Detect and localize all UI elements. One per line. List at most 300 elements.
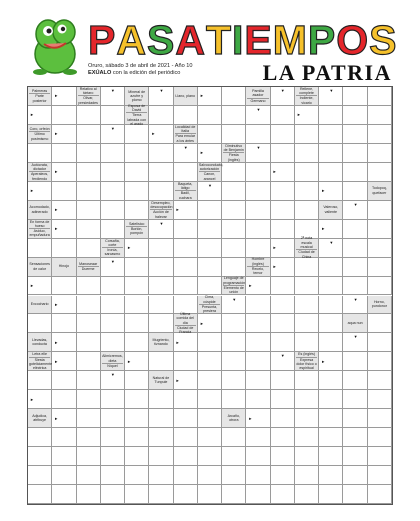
clue-text: Es (inglés): [298, 352, 316, 357]
answer-cell[interactable]: [222, 201, 246, 220]
answer-cell[interactable]: [319, 296, 343, 315]
answer-cell[interactable]: [125, 296, 149, 315]
answer-cell[interactable]: [368, 409, 392, 428]
answer-cell[interactable]: [295, 485, 319, 504]
answer-cell[interactable]: [101, 390, 125, 409]
answer-cell[interactable]: [319, 106, 343, 125]
answer-cell[interactable]: [174, 352, 198, 371]
answer-cell[interactable]: [174, 258, 198, 277]
answer-cell[interactable]: [295, 144, 319, 163]
answer-cell[interactable]: [246, 485, 270, 504]
answer-cell[interactable]: [319, 409, 343, 428]
answer-cell[interactable]: [246, 390, 270, 409]
answer-cell[interactable]: [271, 314, 295, 333]
answer-cell[interactable]: [343, 220, 367, 239]
answer-cell[interactable]: [28, 428, 52, 447]
answer-cell[interactable]: [52, 277, 76, 296]
answer-cell[interactable]: [319, 371, 343, 390]
answer-cell[interactable]: [198, 277, 222, 296]
answer-cell[interactable]: [77, 466, 101, 485]
answer-cell[interactable]: [222, 390, 246, 409]
answer-cell[interactable]: [198, 106, 222, 125]
answer-cell[interactable]: [295, 390, 319, 409]
answer-cell[interactable]: [368, 163, 392, 182]
arrow-right-icon: ►: [54, 207, 59, 213]
answer-cell[interactable]: [271, 182, 295, 201]
answer-cell[interactable]: [125, 409, 149, 428]
answer-cell[interactable]: [101, 220, 125, 239]
arrow-right-icon: ►: [296, 112, 301, 118]
answer-cell[interactable]: [174, 163, 198, 182]
answer-cell[interactable]: [149, 239, 173, 258]
answer-cell[interactable]: [271, 144, 295, 163]
answer-cell[interactable]: [28, 144, 52, 163]
answer-cell[interactable]: [271, 333, 295, 352]
answer-cell[interactable]: [125, 333, 149, 352]
answer-cell[interactable]: [198, 447, 222, 466]
clue-text: Letra elle: [32, 352, 48, 357]
arrow-right-icon: ►: [30, 396, 34, 402]
answer-cell[interactable]: [77, 125, 101, 144]
answer-cell[interactable]: [271, 125, 295, 144]
answer-cell[interactable]: [77, 239, 101, 258]
clue-cell: [28, 409, 52, 428]
answer-cell[interactable]: [295, 314, 319, 333]
arrow-down-icon: ▼: [280, 353, 285, 359]
answer-cell[interactable]: [246, 163, 270, 182]
answer-cell[interactable]: [149, 144, 173, 163]
answer-cell[interactable]: [295, 163, 319, 182]
puzzle-header: [0, 0, 420, 86]
answer-cell[interactable]: [295, 201, 319, 220]
answer-cell[interactable]: [77, 390, 101, 409]
answer-cell[interactable]: [343, 352, 367, 371]
answer-cell[interactable]: [271, 428, 295, 447]
answer-cell[interactable]: [77, 220, 101, 239]
answer-cell[interactable]: [368, 428, 392, 447]
answer-cell[interactable]: [319, 258, 343, 277]
clue-text: Arcaño, otrora: [227, 413, 240, 423]
answer-cell[interactable]: [77, 428, 101, 447]
promo-text: [88, 70, 193, 77]
answer-cell[interactable]: [52, 390, 76, 409]
answer-cell[interactable]: [149, 466, 173, 485]
clue-text: Recelo, temor: [247, 266, 268, 276]
answer-cell[interactable]: [52, 144, 76, 163]
answer-cell[interactable]: [52, 314, 76, 333]
answer-cell[interactable]: [28, 239, 52, 258]
answer-cell[interactable]: [271, 220, 295, 239]
arrow-right-icon: ►: [54, 358, 59, 364]
date-text: Oruro, sábado 3 de abril de 2021 - Año 10: [88, 63, 193, 69]
answer-cell[interactable]: [246, 125, 270, 144]
clue-cell: [149, 333, 173, 352]
arrow-right-icon: ►: [54, 131, 59, 137]
clue-cell: [28, 296, 52, 315]
answer-cell[interactable]: [125, 201, 149, 220]
answer-cell[interactable]: [101, 182, 125, 201]
answer-cell[interactable]: [343, 106, 367, 125]
answer-cell[interactable]: [368, 106, 392, 125]
answer-cell[interactable]: [101, 144, 125, 163]
answer-cell[interactable]: [28, 485, 52, 504]
answer-cell[interactable]: [101, 466, 125, 485]
answer-cell[interactable]: [198, 239, 222, 258]
answer-cell[interactable]: [198, 485, 222, 504]
answer-cell[interactable]: [101, 277, 125, 296]
answer-cell[interactable]: [295, 182, 319, 201]
title-letter: P: [307, 17, 337, 63]
arrow-right-icon: ►: [127, 358, 132, 364]
answer-cell[interactable]: [174, 239, 198, 258]
answer-cell[interactable]: [222, 333, 246, 352]
clue-text: Presunta, presiera: [199, 304, 220, 314]
answer-cell[interactable]: [343, 277, 367, 296]
answer-cell[interactable]: [319, 447, 343, 466]
answer-cell[interactable]: [198, 409, 222, 428]
answer-cell[interactable]: [77, 182, 101, 201]
clue-text: Mugriento, tiznando: [152, 338, 170, 347]
answer-cell[interactable]: [319, 125, 343, 144]
puzzle-title: [88, 18, 398, 62]
answer-cell[interactable]: [101, 447, 125, 466]
answer-cell[interactable]: [77, 296, 101, 315]
promo-rest: con la edición del periódico: [111, 70, 181, 76]
dinosaur-mascot-icon: [26, 14, 84, 76]
answer-cell[interactable]: [319, 163, 343, 182]
answer-cell[interactable]: [222, 239, 246, 258]
answer-cell[interactable]: [295, 258, 319, 277]
answer-cell[interactable]: [368, 144, 392, 163]
answer-cell[interactable]: [174, 220, 198, 239]
answer-cell[interactable]: [101, 106, 125, 125]
answer-cell[interactable]: [368, 390, 392, 409]
answer-cell[interactable]: [198, 220, 222, 239]
answer-cell[interactable]: [343, 371, 367, 390]
arrow-right-icon: ►: [175, 377, 180, 383]
arrow-right-icon: ►: [54, 93, 59, 99]
answer-cell[interactable]: [222, 163, 246, 182]
answer-cell[interactable]: [368, 87, 392, 106]
answer-cell[interactable]: [343, 258, 367, 277]
answer-cell[interactable]: [295, 371, 319, 390]
answer-cell[interactable]: [28, 447, 52, 466]
answer-cell[interactable]: [246, 333, 270, 352]
promo-bold: EXÚALO: [88, 70, 112, 76]
answer-cell[interactable]: [174, 390, 198, 409]
answer-cell[interactable]: [198, 371, 222, 390]
answer-cell[interactable]: [198, 201, 222, 220]
answer-cell[interactable]: [319, 333, 343, 352]
answer-cell[interactable]: [125, 428, 149, 447]
answer-cell[interactable]: [222, 428, 246, 447]
answer-cell[interactable]: [368, 466, 392, 485]
answer-cell[interactable]: [174, 277, 198, 296]
clue-cell: [222, 144, 246, 163]
answer-cell[interactable]: [149, 106, 173, 125]
answer-cell[interactable]: [28, 466, 52, 485]
answer-cell[interactable]: [271, 447, 295, 466]
answer-cell[interactable]: [101, 409, 125, 428]
answer-cell[interactable]: [368, 125, 392, 144]
answer-cell[interactable]: [343, 466, 367, 485]
clue-text: Badil, cuchara: [175, 190, 196, 200]
answer-cell[interactable]: [125, 182, 149, 201]
clue-cell: [246, 87, 270, 106]
answer-cell[interactable]: [271, 390, 295, 409]
answer-cell[interactable]: [295, 466, 319, 485]
answer-cell[interactable]: [246, 296, 270, 315]
answer-cell[interactable]: [125, 447, 149, 466]
clue-text: Natural de Tunpule: [152, 375, 170, 385]
arrow-down-icon: ▼: [353, 296, 358, 302]
answer-cell[interactable]: [125, 125, 149, 144]
answer-cell[interactable]: [198, 125, 222, 144]
answer-cell[interactable]: [101, 428, 125, 447]
answer-cell[interactable]: [368, 201, 392, 220]
answer-cell[interactable]: [343, 182, 367, 201]
answer-cell[interactable]: [222, 352, 246, 371]
answer-cell[interactable]: [52, 428, 76, 447]
clue-text: Valeroso, valiente: [323, 205, 339, 214]
answer-cell[interactable]: [77, 447, 101, 466]
answer-cell[interactable]: [77, 201, 101, 220]
answer-cell[interactable]: [125, 277, 149, 296]
arrow-right-icon: ►: [151, 131, 156, 137]
clue-text: Llevadas, conducta: [31, 338, 48, 347]
crossword-grid: [27, 86, 393, 505]
answer-cell[interactable]: [271, 409, 295, 428]
answer-cell[interactable]: [368, 314, 392, 333]
answer-cell[interactable]: [222, 466, 246, 485]
answer-cell[interactable]: [246, 447, 270, 466]
clue-cell: [77, 258, 101, 277]
answer-cell[interactable]: [319, 428, 343, 447]
answer-cell[interactable]: [222, 371, 246, 390]
clue-text: Indiente, vicario: [296, 95, 317, 105]
answer-cell[interactable]: [125, 144, 149, 163]
answer-cell[interactable]: [174, 485, 198, 504]
answer-cell[interactable]: [222, 182, 246, 201]
answer-cell[interactable]: [174, 409, 198, 428]
answer-cell[interactable]: [77, 352, 101, 371]
answer-cell[interactable]: [149, 447, 173, 466]
answer-cell[interactable]: [295, 296, 319, 315]
answer-cell[interactable]: [343, 125, 367, 144]
answer-cell[interactable]: [77, 144, 101, 163]
answer-cell[interactable]: [246, 182, 270, 201]
answer-cell[interactable]: [368, 333, 392, 352]
answer-cell[interactable]: [368, 447, 392, 466]
answer-cell[interactable]: [125, 466, 149, 485]
title-letter: A: [116, 17, 147, 63]
answer-cell[interactable]: [101, 163, 125, 182]
answer-cell[interactable]: [149, 258, 173, 277]
answer-cell[interactable]: [198, 333, 222, 352]
answer-cell[interactable]: [343, 163, 367, 182]
answer-cell[interactable]: [198, 352, 222, 371]
answer-cell[interactable]: [295, 409, 319, 428]
clue-cell: [198, 296, 222, 315]
answer-cell[interactable]: [125, 371, 149, 390]
answer-cell[interactable]: [246, 239, 270, 258]
answer-cell[interactable]: [319, 314, 343, 333]
answer-cell[interactable]: [343, 447, 367, 466]
answer-cell[interactable]: [319, 466, 343, 485]
answer-cell[interactable]: [198, 428, 222, 447]
answer-cell[interactable]: [368, 352, 392, 371]
answer-cell[interactable]: [295, 277, 319, 296]
answer-cell[interactable]: [295, 125, 319, 144]
answer-cell[interactable]: [271, 371, 295, 390]
answer-cell[interactable]: [295, 333, 319, 352]
answer-cell[interactable]: [343, 87, 367, 106]
answer-cell[interactable]: [52, 239, 76, 258]
clue-text: Aperaleos, ferdiendo: [29, 171, 50, 181]
answer-cell[interactable]: [319, 144, 343, 163]
answer-cell[interactable]: [101, 201, 125, 220]
answer-cell[interactable]: [77, 106, 101, 125]
answer-cell[interactable]: [149, 428, 173, 447]
answer-cell[interactable]: [198, 466, 222, 485]
answer-cell[interactable]: [28, 314, 52, 333]
answer-cell[interactable]: [222, 314, 246, 333]
answer-cell[interactable]: [52, 485, 76, 504]
answer-cell[interactable]: [125, 258, 149, 277]
arrow-down-icon: ▼: [183, 144, 188, 150]
answer-cell[interactable]: [149, 277, 173, 296]
title-letter: S: [146, 17, 176, 63]
answer-cell[interactable]: [343, 428, 367, 447]
answer-cell[interactable]: [149, 314, 173, 333]
answer-cell[interactable]: [246, 371, 270, 390]
answer-cell[interactable]: [174, 428, 198, 447]
answer-cell[interactable]: [222, 447, 246, 466]
clue-cell: [368, 296, 392, 315]
answer-cell[interactable]: [174, 466, 198, 485]
answer-cell[interactable]: [174, 447, 198, 466]
answer-cell[interactable]: [319, 277, 343, 296]
answer-cell[interactable]: [271, 106, 295, 125]
answer-cell[interactable]: [222, 125, 246, 144]
answer-cell[interactable]: [246, 352, 270, 371]
answer-cell[interactable]: [271, 466, 295, 485]
answer-cell[interactable]: [271, 201, 295, 220]
answer-cell[interactable]: [52, 371, 76, 390]
answer-cell[interactable]: [343, 409, 367, 428]
clue-text: Satelisico: [129, 221, 145, 226]
clue-cell: [28, 333, 52, 352]
clue-cell: [149, 201, 173, 220]
answer-cell[interactable]: [52, 182, 76, 201]
answer-cell[interactable]: [125, 163, 149, 182]
arrow-down-icon: ▼: [110, 88, 115, 93]
answer-cell[interactable]: [77, 314, 101, 333]
answer-cell[interactable]: [343, 390, 367, 409]
answer-cell[interactable]: [174, 106, 198, 125]
answer-cell[interactable]: [149, 163, 173, 182]
answer-cell[interactable]: [149, 390, 173, 409]
answer-cell[interactable]: [222, 220, 246, 239]
clue-text: aqua nun: [347, 321, 363, 326]
answer-cell[interactable]: [319, 390, 343, 409]
answer-cell[interactable]: [149, 182, 173, 201]
clue-text: Esposa de David: [128, 103, 146, 112]
answer-cell[interactable]: [343, 144, 367, 163]
answer-cell[interactable]: [125, 314, 149, 333]
answer-cell[interactable]: [77, 409, 101, 428]
answer-cell[interactable]: [125, 390, 149, 409]
answer-cell[interactable]: [198, 390, 222, 409]
answer-cell[interactable]: [101, 485, 125, 504]
arrow-right-icon: ►: [248, 283, 253, 289]
arrow-right-icon: ►: [199, 320, 204, 326]
answer-cell[interactable]: [149, 485, 173, 504]
answer-cell[interactable]: [368, 258, 392, 277]
answer-cell[interactable]: [149, 409, 173, 428]
answer-cell[interactable]: [246, 220, 270, 239]
clue-cell: [295, 87, 319, 106]
answer-cell[interactable]: [368, 220, 392, 239]
clue-text: Llano, plano: [175, 93, 196, 98]
answer-cell[interactable]: [149, 352, 173, 371]
answer-cell[interactable]: [271, 277, 295, 296]
answer-cell[interactable]: [101, 314, 125, 333]
answer-cell[interactable]: [343, 485, 367, 504]
answer-cell[interactable]: [52, 466, 76, 485]
answer-cell[interactable]: [343, 239, 367, 258]
answer-cell[interactable]: [125, 485, 149, 504]
answer-cell[interactable]: [77, 277, 101, 296]
clue-text: En forma de hueso: [29, 219, 50, 228]
arrow-down-icon: ▼: [232, 296, 237, 302]
clue-text: Siesta goteliciamente eléctrica: [29, 357, 53, 371]
answer-cell[interactable]: [368, 277, 392, 296]
answer-cell[interactable]: [198, 258, 222, 277]
answer-cell[interactable]: [101, 296, 125, 315]
answer-cell[interactable]: [149, 296, 173, 315]
answer-cell[interactable]: [222, 106, 246, 125]
answer-cell[interactable]: [271, 485, 295, 504]
arrow-down-icon: ▼: [256, 106, 261, 112]
answer-cell[interactable]: [101, 333, 125, 352]
answer-cell[interactable]: [222, 87, 246, 106]
answer-cell[interactable]: [246, 428, 270, 447]
arrow-down-icon: ▼: [280, 88, 285, 93]
answer-cell[interactable]: [77, 163, 101, 182]
answer-cell[interactable]: [368, 239, 392, 258]
answer-cell[interactable]: [319, 485, 343, 504]
answer-cell[interactable]: [295, 428, 319, 447]
answer-cell[interactable]: [368, 371, 392, 390]
answer-cell[interactable]: [295, 447, 319, 466]
arrow-right-icon: ►: [272, 264, 277, 270]
answer-cell[interactable]: [77, 371, 101, 390]
clue-cell: [368, 182, 392, 201]
answer-cell[interactable]: [222, 258, 246, 277]
answer-cell[interactable]: [246, 314, 270, 333]
answer-cell[interactable]: [368, 485, 392, 504]
answer-cell[interactable]: [77, 485, 101, 504]
answer-cell[interactable]: [222, 485, 246, 504]
answer-cell[interactable]: [28, 371, 52, 390]
answer-cell[interactable]: [52, 106, 76, 125]
answer-cell[interactable]: [271, 296, 295, 315]
answer-cell[interactable]: [246, 466, 270, 485]
answer-cell[interactable]: [246, 201, 270, 220]
answer-cell[interactable]: [52, 447, 76, 466]
answer-cell[interactable]: [77, 333, 101, 352]
